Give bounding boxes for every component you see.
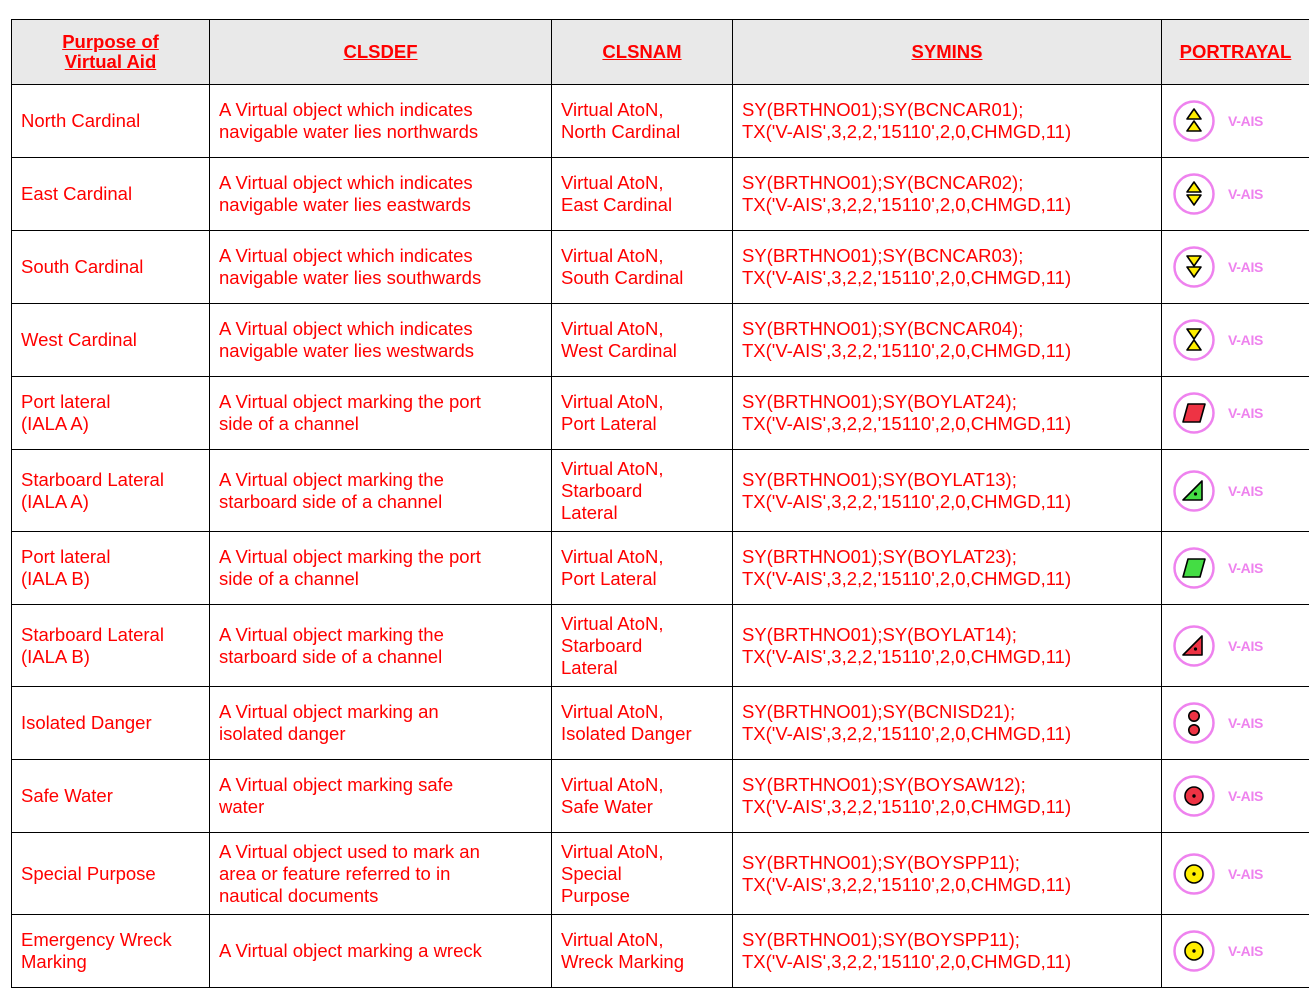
clsnam-text-line: Port Lateral <box>561 568 657 589</box>
v-ais-label: V-AIS <box>1228 637 1264 654</box>
clsdef-text-line: isolated danger <box>219 723 346 744</box>
symins-cell <box>733 450 1162 532</box>
portrayal-symbol <box>1172 624 1303 668</box>
special-purpose-icon <box>1172 852 1216 896</box>
symins-cell <box>733 377 1162 450</box>
clsnam-cell <box>552 915 733 988</box>
purpose-text-line: (IALA A) <box>21 490 89 512</box>
clsdef-text-line: A Virtual object which indicates <box>219 318 473 339</box>
clsdef-text-line: starboard side of a channel <box>219 645 443 667</box>
clsdef-cell <box>210 532 552 605</box>
table-row <box>12 605 1309 687</box>
symins-text-line: SY(BRTHNO01);SY(BOYLAT14); <box>742 623 1017 645</box>
purpose-cell <box>12 158 210 231</box>
symins-text-line: TX('V-AIS',3,2,2,'15110',2,0,CHMGD,11) <box>742 340 1072 361</box>
starboard-lateral-red-icon <box>1172 624 1216 668</box>
purpose-text-line: Marking <box>21 951 87 972</box>
clsnam-text-line: Virtual AtoN, <box>561 612 664 634</box>
clsdef-cell <box>210 158 552 231</box>
v-ais-label: V-AIS <box>1228 560 1264 576</box>
symins-cell <box>733 304 1162 377</box>
clsdef-text-line: side of a channel <box>219 568 359 589</box>
clsdef-text-line: water <box>219 796 265 817</box>
purpose-cell <box>12 532 210 605</box>
portrayal-symbol <box>1172 852 1303 896</box>
clsnam-text-line: Virtual AtoN, <box>561 99 664 120</box>
symins-text-line: TX('V-AIS',3,2,2,'15110',2,0,CHMGD,11) <box>742 951 1072 972</box>
clsdef-text-line: A Virtual object marking the <box>219 623 444 645</box>
v-ais-label: V-AIS <box>1228 715 1264 731</box>
table-row <box>12 532 1309 605</box>
purpose-cell <box>12 605 210 687</box>
clsnam-text-line: Special <box>561 862 622 884</box>
table-row <box>12 833 1309 915</box>
table-row <box>12 158 1309 231</box>
v-ais-label: V-AIS <box>1228 186 1264 202</box>
v-ais-label: V-AIS <box>1228 405 1264 421</box>
table-row <box>12 450 1309 532</box>
v-ais-label: V-AIS <box>1228 332 1264 348</box>
symins-text-line: TX('V-AIS',3,2,2,'15110',2,0,CHMGD,11) <box>742 645 1072 667</box>
purpose-cell <box>12 760 210 833</box>
clsdef-text-line: A Virtual object which indicates <box>219 245 473 266</box>
clsdef-text-line: A Virtual object which indicates <box>219 99 473 120</box>
portrayal-cell <box>1162 687 1309 760</box>
table-row <box>12 687 1309 760</box>
symins-text-line: SY(BRTHNO01);SY(BCNCAR03); <box>742 245 1024 266</box>
virtual-aid-table <box>11 19 1309 988</box>
portrayal-symbol <box>1172 546 1303 590</box>
header-purpose <box>12 20 210 85</box>
portrayal-symbol <box>1172 172 1303 216</box>
clsnam-text-line: Purpose <box>561 884 630 906</box>
table-row <box>12 915 1309 988</box>
portrayal-symbol <box>1172 245 1303 289</box>
table-row <box>12 377 1309 450</box>
header-purpose-line: Purpose of <box>62 31 159 52</box>
north-cardinal-icon <box>1172 99 1216 143</box>
portrayal-cell <box>1162 605 1309 687</box>
table-row <box>12 231 1309 304</box>
clsdef-cell <box>210 377 552 450</box>
clsnam-text-line: East Cardinal <box>561 194 673 215</box>
clsnam-cell <box>552 304 733 377</box>
symins-cell <box>733 231 1162 304</box>
purpose-text-line: Special Purpose <box>21 862 156 884</box>
portrayal-symbol <box>1172 99 1303 143</box>
clsdef-cell <box>210 605 552 687</box>
clsdef-text-line: A Virtual object marking the port <box>219 546 481 567</box>
purpose-text-line: Port lateral <box>21 546 111 567</box>
clsdef-text-line: area or feature referred to in <box>219 862 451 884</box>
symins-cell <box>733 760 1162 833</box>
v-ais-label: V-AIS <box>1228 259 1264 275</box>
purpose-text-line: (IALA B) <box>21 645 90 667</box>
clsnam-text-line: Lateral <box>561 501 618 523</box>
header-purpose-line: Virtual Aid <box>64 51 157 72</box>
portrayal-symbol <box>1172 469 1303 513</box>
symins-text-line: SY(BRTHNO01);SY(BOYSPP11); <box>742 929 1020 950</box>
purpose-text-line: Starboard Lateral <box>21 623 164 645</box>
symins-cell <box>733 85 1162 158</box>
clsdef-text-line: A Virtual object marking a wreck <box>219 940 482 961</box>
clsnam-text-line: Virtual AtoN, <box>561 929 664 950</box>
symins-text-line: TX('V-AIS',3,2,2,'15110',2,0,CHMGD,11) <box>742 568 1072 589</box>
portrayal-symbol <box>1172 391 1303 435</box>
portrayal-cell <box>1162 833 1309 915</box>
header-clsdef: CLSDEF <box>210 20 552 85</box>
clsnam-cell <box>552 532 733 605</box>
purpose-text-line: Port lateral <box>21 391 111 412</box>
purpose-cell <box>12 833 210 915</box>
symins-cell <box>733 605 1162 687</box>
portrayal-cell <box>1162 760 1309 833</box>
v-ais-label: V-AIS <box>1228 482 1264 499</box>
clsdef-cell <box>210 85 552 158</box>
portrayal-cell <box>1162 450 1309 532</box>
purpose-cell <box>12 231 210 304</box>
clsnam-text-line: Wreck Marking <box>561 951 685 972</box>
clsnam-cell <box>552 687 733 760</box>
clsdef-cell <box>210 760 552 833</box>
clsdef-cell <box>210 231 552 304</box>
purpose-text-line: (IALA A) <box>21 413 89 434</box>
clsdef-text-line: side of a channel <box>219 413 359 434</box>
symins-cell <box>733 833 1162 915</box>
east-cardinal-icon <box>1172 172 1216 216</box>
symins-cell <box>733 158 1162 231</box>
clsnam-cell <box>552 450 733 532</box>
clsdef-text-line: A Virtual object marking the port <box>219 391 481 412</box>
portrayal-symbol <box>1172 774 1303 818</box>
purpose-cell <box>12 450 210 532</box>
clsnam-cell <box>552 760 733 833</box>
purpose-text-line: West Cardinal <box>21 329 137 350</box>
purpose-cell <box>12 915 210 988</box>
clsnam-cell <box>552 85 733 158</box>
symins-text-line: TX('V-AIS',3,2,2,'15110',2,0,CHMGD,11) <box>742 267 1072 288</box>
symins-cell <box>733 687 1162 760</box>
portrayal-cell <box>1162 377 1309 450</box>
clsdef-text-line: nautical documents <box>219 884 379 906</box>
table-row <box>12 85 1309 158</box>
portrayal-cell <box>1162 85 1309 158</box>
clsnam-text-line: North Cardinal <box>561 121 681 142</box>
clsdef-text-line: A Virtual object marking the <box>219 468 444 490</box>
purpose-text-line: South Cardinal <box>21 256 144 277</box>
purpose-cell <box>12 687 210 760</box>
purpose-text-line: (IALA B) <box>21 568 90 589</box>
purpose-cell <box>12 304 210 377</box>
v-ais-label: V-AIS <box>1228 943 1264 959</box>
clsnam-text-line: Virtual AtoN, <box>561 840 664 862</box>
portrayal-cell <box>1162 532 1309 605</box>
clsdef-cell <box>210 687 552 760</box>
symins-text-line: TX('V-AIS',3,2,2,'15110',2,0,CHMGD,11) <box>742 873 1072 895</box>
clsnam-text-line: Virtual AtoN, <box>561 318 664 339</box>
portrayal-symbol <box>1172 318 1303 362</box>
v-ais-label: V-AIS <box>1228 865 1264 882</box>
clsnam-text-line: Isolated Danger <box>561 723 692 744</box>
clsnam-text-line: Virtual AtoN, <box>561 172 664 193</box>
clsdef-text-line: navigable water lies eastwards <box>219 194 471 215</box>
clsnam-text-line: Virtual AtoN, <box>561 774 664 795</box>
symins-text-line: SY(BRTHNO01);SY(BOYLAT23); <box>742 546 1017 567</box>
header-row <box>12 20 1309 85</box>
portrayal-symbol <box>1172 929 1303 973</box>
symins-text-line: SY(BRTHNO01);SY(BOYSPP11); <box>742 851 1020 873</box>
port-lateral-red-icon <box>1172 391 1216 435</box>
clsnam-text-line: West Cardinal <box>561 340 677 361</box>
portrayal-cell <box>1162 231 1309 304</box>
symins-text-line: SY(BRTHNO01);SY(BOYLAT13); <box>742 468 1017 490</box>
portrayal-cell <box>1162 915 1309 988</box>
purpose-cell <box>12 377 210 450</box>
purpose-text-line: North Cardinal <box>21 110 141 131</box>
clsnam-text-line: Virtual AtoN, <box>561 457 664 479</box>
portrayal-cell <box>1162 304 1309 377</box>
west-cardinal-icon <box>1172 318 1216 362</box>
v-ais-label: V-AIS <box>1228 788 1264 804</box>
header-portrayal: PORTRAYAL <box>1162 20 1309 85</box>
clsnam-text-line: Virtual AtoN, <box>561 245 664 266</box>
symins-text-line: SY(BRTHNO01);SY(BCNISD21); <box>742 701 1016 722</box>
symins-text-line: SY(BRTHNO01);SY(BOYLAT24); <box>742 391 1017 412</box>
symins-text-line: TX('V-AIS',3,2,2,'15110',2,0,CHMGD,11) <box>742 121 1072 142</box>
clsdef-text-line: navigable water lies southwards <box>219 267 482 288</box>
port-lateral-green-icon <box>1172 546 1216 590</box>
clsnam-text-line: Safe Water <box>561 796 653 817</box>
clsnam-text-line: Starboard <box>561 479 643 501</box>
purpose-text-line: Safe Water <box>21 785 113 806</box>
symins-text-line: TX('V-AIS',3,2,2,'15110',2,0,CHMGD,11) <box>742 723 1072 744</box>
symins-cell <box>733 915 1162 988</box>
symins-cell <box>733 532 1162 605</box>
symins-text-line: TX('V-AIS',3,2,2,'15110',2,0,CHMGD,11) <box>742 194 1072 215</box>
header-clsnam: CLSNAM <box>552 20 733 85</box>
clsnam-text-line: Starboard <box>561 634 643 656</box>
purpose-cell <box>12 85 210 158</box>
portrayal-symbol <box>1172 701 1303 745</box>
symins-text-line: SY(BRTHNO01);SY(BCNCAR02); <box>742 172 1024 193</box>
clsnam-text-line: South Cardinal <box>561 267 684 288</box>
purpose-text-line: Emergency Wreck <box>21 929 172 950</box>
clsdef-cell <box>210 915 552 988</box>
clsdef-text-line: A Virtual object marking an <box>219 701 439 722</box>
clsdef-cell <box>210 833 552 915</box>
symins-text-line: SY(BRTHNO01);SY(BOYSAW12); <box>742 774 1026 795</box>
clsdef-cell <box>210 304 552 377</box>
symins-text-line: SY(BRTHNO01);SY(BCNCAR04); <box>742 318 1024 339</box>
clsnam-cell <box>552 605 733 687</box>
purpose-text-line: Isolated Danger <box>21 712 152 733</box>
clsnam-cell <box>552 833 733 915</box>
clsdef-text-line: A Virtual object marking safe <box>219 774 454 795</box>
purpose-text-line: Starboard Lateral <box>21 468 164 490</box>
purpose-text-line: East Cardinal <box>21 183 133 204</box>
portrayal-cell <box>1162 158 1309 231</box>
symins-text-line: TX('V-AIS',3,2,2,'15110',2,0,CHMGD,11) <box>742 796 1072 817</box>
safe-water-icon <box>1172 774 1216 818</box>
clsnam-cell <box>552 231 733 304</box>
symins-text-line: TX('V-AIS',3,2,2,'15110',2,0,CHMGD,11) <box>742 413 1072 434</box>
symins-text-line: TX('V-AIS',3,2,2,'15110',2,0,CHMGD,11) <box>742 490 1072 512</box>
clsnam-text-line: Port Lateral <box>561 413 657 434</box>
header-symins: SYMINS <box>733 20 1162 85</box>
clsdef-text-line: starboard side of a channel <box>219 490 443 512</box>
isolated-danger-icon <box>1172 701 1216 745</box>
v-ais-label: V-AIS <box>1228 113 1264 129</box>
wreck-marking-icon <box>1172 929 1216 973</box>
south-cardinal-icon <box>1172 245 1216 289</box>
clsdef-text-line: navigable water lies northwards <box>219 121 479 142</box>
clsdef-cell <box>210 450 552 532</box>
symins-text-line: SY(BRTHNO01);SY(BCNCAR01); <box>742 99 1024 120</box>
clsnam-text-line: Virtual AtoN, <box>561 546 664 567</box>
starboard-lateral-green-icon <box>1172 469 1216 513</box>
clsdef-text-line: A Virtual object which indicates <box>219 172 473 193</box>
clsnam-text-line: Virtual AtoN, <box>561 701 664 722</box>
clsnam-text-line: Lateral <box>561 656 618 678</box>
table-row <box>12 304 1309 377</box>
table-row <box>12 760 1309 833</box>
clsnam-text-line: Virtual AtoN, <box>561 391 664 412</box>
clsnam-cell <box>552 377 733 450</box>
clsnam-cell <box>552 158 733 231</box>
clsdef-text-line: A Virtual object used to mark an <box>219 840 480 862</box>
clsdef-text-line: navigable water lies westwards <box>219 340 475 361</box>
